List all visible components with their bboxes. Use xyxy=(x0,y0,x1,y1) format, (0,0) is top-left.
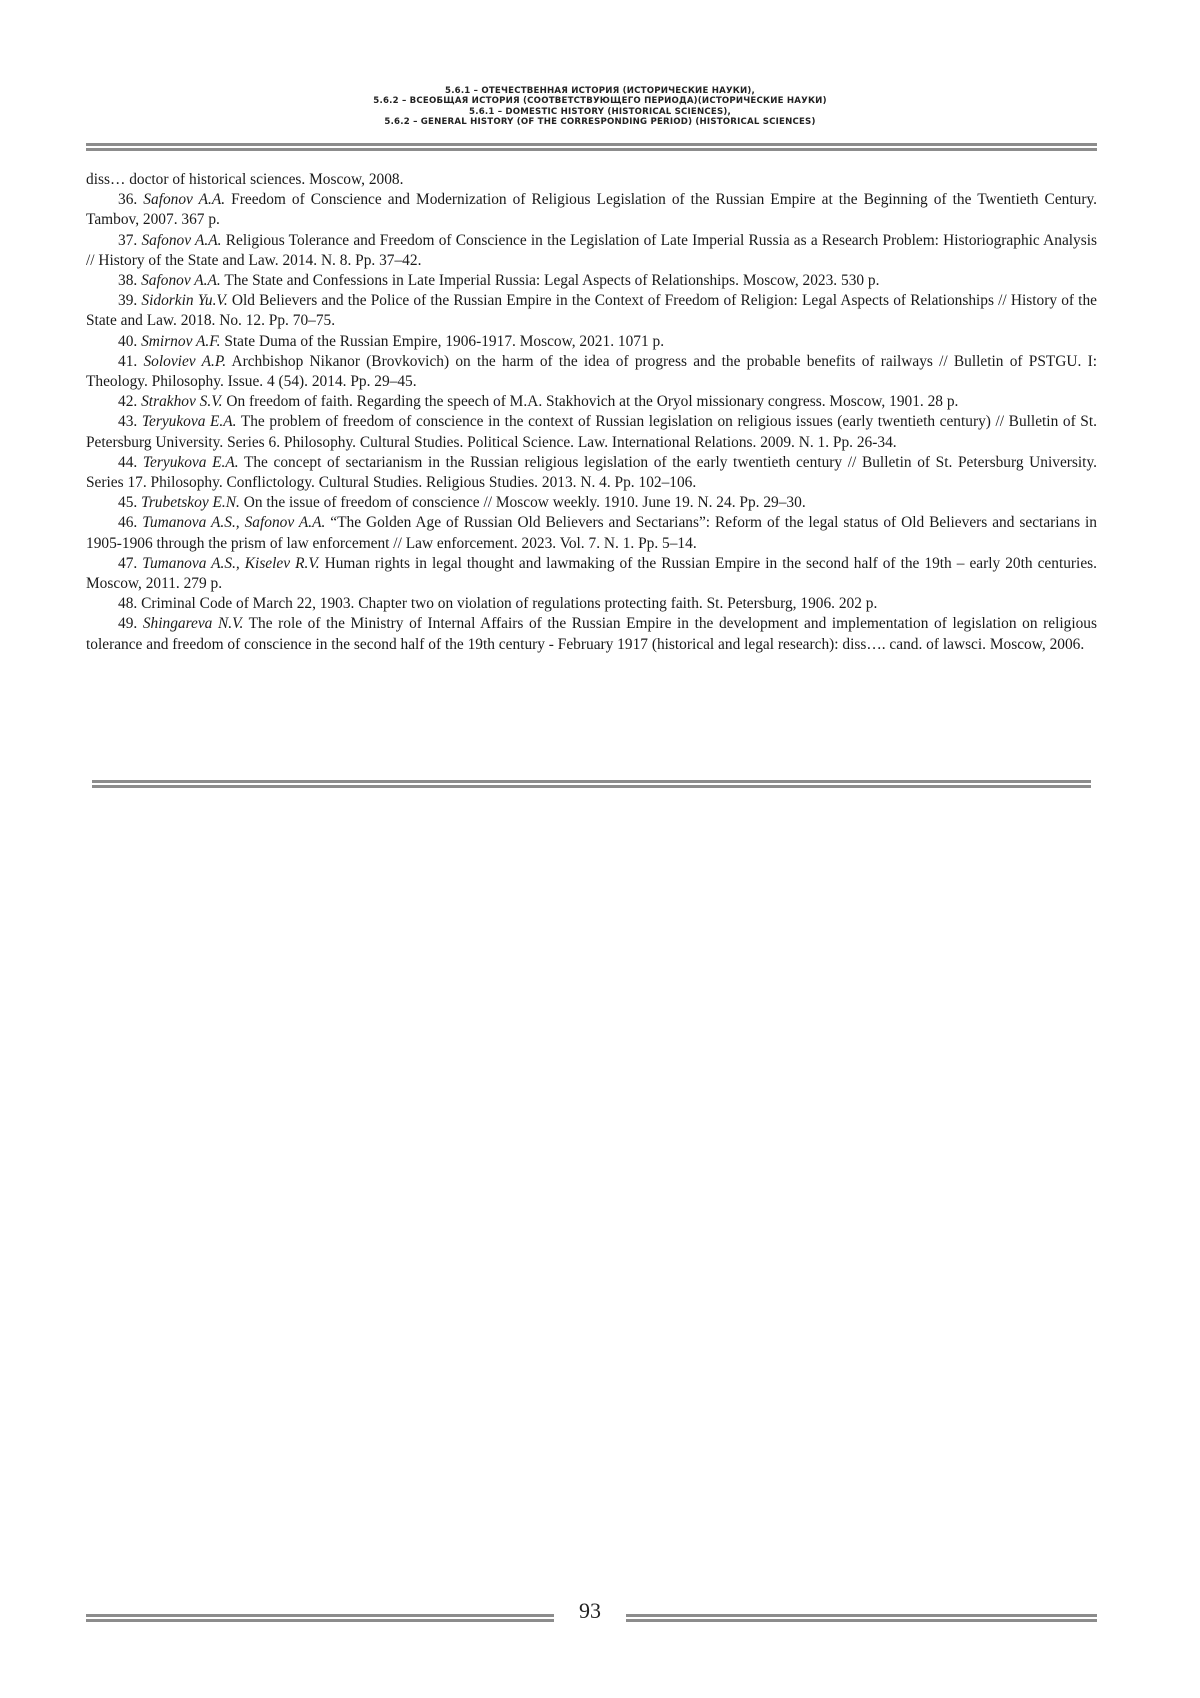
reference-text: “The Golden Age of Russian Old Believers and Sectarians”: Reform of the legal status of Old Believers and sectarians in 1905-1906 through the prism of law enforcement // Law enforcement. 2023. Vol. 7. N. 1. Pp. 5–14. xyxy=(86,514,1097,552)
reference-number: 39. xyxy=(118,292,138,310)
reference-entry xyxy=(86,271,1097,291)
reference-text: Criminal Code of March 22, 1903. Chapter two on violation of regulations protecting faith. St. Petersburg, 1906. 202 p. xyxy=(141,595,878,613)
reference-number: 42. xyxy=(118,393,138,411)
reference-authors: Shingareva N.V. xyxy=(142,615,244,633)
reference-text: State Duma of the Russian Empire, 1906-1917. Moscow, 2021. 1071 p. xyxy=(220,332,665,350)
reference-text: The concept of sectarianism in the Russian religious legislation of the early twentieth century // Bulletin of St. Petersburg University. Series 17. Philosophy. Conflictology. Cultural Studies. Religious Studies. 2013. N. 4. Pp. 102–106. xyxy=(86,453,1097,492)
reference-number: 47. xyxy=(118,554,138,572)
header-line: 5.6.2 – GENERAL HISTORY (OF THE CORRESPONDING PERIOD) (HISTORICAL SCIENCES) xyxy=(384,117,816,128)
reference-entry xyxy=(86,614,1097,654)
header-divider xyxy=(86,143,1097,151)
reference-authors: Strakhov S.V. xyxy=(141,393,223,411)
reference-number: 45. xyxy=(118,494,138,512)
reference-entry xyxy=(86,594,1097,614)
reference-entry xyxy=(86,513,1097,553)
reference-list xyxy=(86,170,1097,655)
reference-number: 41. xyxy=(118,352,138,370)
reference-number: 48. xyxy=(118,595,138,613)
footer-rule-left xyxy=(86,1614,554,1622)
reference-text: On the issue of freedom of conscience // Moscow weekly. 1910. June 19. N. 24. Pp. 29–30. xyxy=(239,494,806,512)
header-line: 5.6.2 – ВСЕОБЩАЯ ИСТОРИЯ (СООТВЕТСТВУЮЩЕГО ПЕРИОДА)(ИСТОРИЧЕСКИЕ НАУКИ) xyxy=(373,96,827,107)
reference-number: 40. xyxy=(118,332,138,350)
reference-number: 46. xyxy=(118,514,138,532)
reference-authors: Trubetskoy E.N. xyxy=(141,494,240,512)
reference-text: Old Believers and the Police of the Russian Empire in the Context of Freedom of Religion: Legal Aspects of Relationships // History of the State and Law. 2018. No. 12. Pp. 70–75. xyxy=(86,292,1097,330)
reference-authors: Sidorkin Yu.V. xyxy=(141,292,228,310)
footer-rule-right xyxy=(626,1614,1097,1622)
reference-text: Human rights in legal thought and lawmaking of the Russian Empire in the second half of the 19th – early 20th centuries. Moscow, 2011. 279 p. xyxy=(86,554,1097,593)
reference-authors: Teryukova E.A. xyxy=(142,453,239,471)
reference-authors: Safonov A.A. xyxy=(141,272,221,290)
reference-text: The problem of freedom of conscience in the context of Russian legislation on religious issues (early twentieth century) // Bulletin of St. Petersburg University. Series 6. Philosophy. Cultural Studies. Political Science. Law. International Relations. 2009. N. 1. Pp. 26-34. xyxy=(86,413,1097,451)
reference-entry xyxy=(86,231,1097,271)
reference-authors: Safonov A.A. xyxy=(141,231,222,249)
reference-authors: Safonov A.A. xyxy=(143,191,226,209)
reference-number: 44. xyxy=(118,453,138,471)
reference-entry xyxy=(86,190,1097,230)
reference-entry xyxy=(86,392,1097,412)
reference-entry xyxy=(86,453,1097,493)
reference-authors: Tumanova A.S., Safonov A.A. xyxy=(142,514,326,532)
reference-number: 43. xyxy=(118,413,138,431)
reference-text: The role of the Ministry of Internal Affairs of the Russian Empire in the development and implementation of legislation on religious tolerance and freedom of conscience in the second half of the 19th century - February 1917 (historical and legal research): diss…. cand. of lawsci. Moscow, 2006. xyxy=(86,615,1097,653)
reference-authors: Tumanova A.S., Kiselev R.V. xyxy=(142,554,320,572)
reference-authors: Teryukova E.A. xyxy=(141,413,237,431)
reference-number: 49. xyxy=(118,615,138,633)
reference-number: 36. xyxy=(118,191,138,209)
section-end-divider xyxy=(92,780,1091,788)
reference-number: 38. xyxy=(118,272,138,290)
reference-entry xyxy=(86,332,1097,352)
reference-authors: Smirnov A.F. xyxy=(141,332,221,350)
reference-number: 37. xyxy=(118,231,138,249)
reference-text: On freedom of faith. Regarding the speech of M.A. Stakhovich at the Oryol missionary congress. Moscow, 1901. 28 p. xyxy=(222,393,959,411)
header-line: 5.6.1 – ОТЕЧЕСТВЕННАЯ ИСТОРИЯ (ИСТОРИЧЕСКИЕ НАУКИ), xyxy=(445,86,755,96)
reference-entry xyxy=(86,352,1097,392)
reference-entry xyxy=(86,412,1097,452)
running-header xyxy=(0,86,1200,128)
reference-entry xyxy=(86,493,1097,513)
reference-entry xyxy=(86,291,1097,331)
reference-text: Archbishop Nikanor (Brovkovich) on the harm of the idea of progress and the probable benefits of railways // Bulletin of PSTGU. I: Theology. Philosophy. Issue. 4 (54). 2014. Pp. 29–45. xyxy=(86,352,1098,391)
reference-text: The State and Confessions in Late Imperial Russia: Legal Aspects of Relationships. Moscow, 2023. 530 p. xyxy=(220,272,880,290)
header-line: 5.6.1 – DOMESTIC HISTORY (HISTORICAL SCIENCES), xyxy=(469,106,731,117)
reference-continuation: diss… doctor of historical sciences. Moscow, 2008. xyxy=(86,171,404,188)
reference-authors: Soloviev A.P. xyxy=(143,352,227,370)
page-number: 93 xyxy=(579,1598,601,1623)
reference-text: Religious Tolerance and Freedom of Conscience in the Legislation of Late Imperial Russia as a Research Problem: Historiographic Analysis // History of the State and Law. 2014. N. 8. Pp. 37–42. xyxy=(86,231,1097,269)
reference-text: Freedom of Conscience and Modernization of Religious Legislation of the Russian Empire at the Beginning of the Twentieth Century. Tambov, 2007. 367 p. xyxy=(86,191,1097,229)
reference-entry xyxy=(86,554,1097,594)
